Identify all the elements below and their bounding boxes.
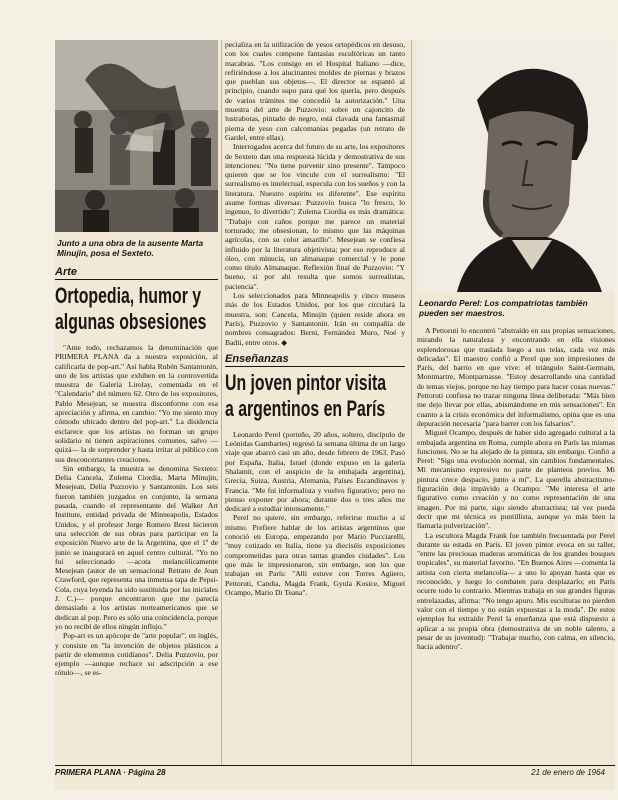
article-paragraph: Interrogados acerca del futuro de su arte, los expositores de Sexteto dan una respuesta lúcida y demostrativa de sus intenciones: "No tiene porvenir sino presente". Tampoco quieren que se los vincule con el surrealismo: "El surrealismo es intelectual, especula con los sueños y con la literatura. Nuestro espíritu es diferente". Ese espíritu asume formas diversas: Puzzovio busca "lo fresco, lo ingenuo, lo divertido"; Zulema Ciordia es más dramática: "Trabajo con caños porque me parece un material torturado; me obsesionan, lo mismo que las máquinas agrícolas, con su color amarillo". Mesejean se confiesa influido por la literatura objetivista; por eso reproduce al óleo, con minucia, un almanaque comercial y le pone como título Almanaque. Reflexión final de Puzzovio: "Y bueno, si por ahí resulta que somos surrealistas, paciencia". — [225, 142, 405, 291]
perel-portrait — [417, 40, 615, 292]
article-paragraph: Miguel Ocampo, después de haber sido agregado cultural a la embajada argentina en Roma, cumple ahora en París las mismas funciones. No se ha alejado de la pintura, sin embargo. Confió a Perel: "Sigo una evolución normal, sin cambios fundamentales. Mi mecanismo expresivo no parte de planteos previos. Mi pintura crece despacio, junto a mí". La querella abstractismo-figuración deja impávido a Ocampo: "Me interesa el arte figurativo como creación y no como representación de una imagen. Por mi parte, sigo siendo abstractista; tal vez pueda decir que mi técnica es puntillista, aunque yo más bien la llamaría pulverización". — [417, 428, 615, 531]
footer-date: 21 de enero de 1964 — [531, 768, 605, 777]
headline-line: Ortopedia, humor y — [55, 283, 202, 308]
photo-caption: Junto a una obra de la ausente Marta Minujin, posa el Sexteto. — [57, 238, 204, 258]
headline-line: Un joven pintor visita — [225, 369, 387, 395]
photo-caption: Leonardo Perel: Los compatriotas también pueden ser maestros. — [419, 298, 588, 318]
magazine-page — [55, 40, 615, 790]
article-paragraph: A Pettoruti lo encontró "abstraído en sus propias sensaciones, mirando la naturaleza y encontrando en ella visiones esplendorosas que traslada luego a sus telas, cada vez más delicadas". El maestro confió a Perel que son impresiones de París, del barrio en que vive: el triángulo Saint-Germain, Montmartre, Montparnasse. "Estoy desarrollando una cantidad de temas viejos, porque no hay tiempo para hacer cosas nuevas." Pettoruti confiesa no trazar ninguna línea deliberada: "Más bien me dejo llevar por ellas, abismándome en mis sensaciones". En cuanto a la crisis económica del informalismo, opina que es una depuración necesaria "para barrer con los falsarios". — [417, 326, 615, 428]
column-rule — [221, 40, 222, 766]
article-paragraph: pecializa en la utilización de yesos ortopédicos en desuso, con los cuales compone fantasías escultóricas un tanto macabras. "Los consigo en el Hospital Italiano —dice, refiriéndose a los alucinantes moldes de piernas y brazos que pueblan sus objetos—. El director se espantó al principio, cuando supo para qué los quería, pero después de varios trámites me concedió la autorización." Una muestra del arte de Puzzovio: sobre un cajoncito de lustrabotas, pintado de negro, está clavada una fantasmal pierna de yeso con calcomanías pegadas (un retrato de Gardel, entre ellas). — [225, 40, 405, 142]
article-paragraph: Pop-art es un apócope de "arte popular", en inglés, y consiste en "la invención de objetos plásticos a partir de elementos cotidianos". Delia Puzzovio, por ejemplo —aunque rechace su adscripción a ese rótulo—, se es- — [55, 631, 218, 678]
headline-arte — [55, 283, 207, 335]
article-paragraph: Perel no quiere, sin embargo, referirse mucho a sí mismo. Prefiere hablar de los artistas argentinos que conoció en Europa, empezando por Mario Pucciarelli, "muy cotizado en Italia, tiene ya dieciséis exposiciones comprometidas para otras tantas grandes ciudades". Los que más le impresionaron, sin embargo, son los que trabajan en París: "Allí estuve con Torres Agüero, Pettoruti, Candia, Magda Frank, Gyula Kosice, Miguel Ocampo, Mario Di Teana". — [225, 513, 405, 597]
article-paragraph: La escultora Magda Frank fue también frecuentada por Perel durante su estada en París. El joven pintor evoca en su taller, "entre las preciosas maderas aromáticas de los grandes bosques tropicales", su material favorito. "En Buenos Aires —comenta la artista con cierta melancolía— a uno lo apoyan hasta que es reconocido, y luego lo combaten para desplazarlo; en París ocurre todo lo contrario. Mientras trabaja en sus grandes figuras entrelazadas, afirma: "No tengo apuro. Mis esculturas no pierden valor con el tiempo y no están expuestas a la moda". De estos ejemplos ha extraído Perel la enseñanza que está dispuesto a aplicar a su propia obra (demostrativa de un noble talento, a pesar de su juventud): "Trabajar mucho, con calma, en silencio, hacia adentro". — [417, 530, 615, 652]
column-rule — [411, 40, 412, 766]
sexteto-photo — [55, 40, 218, 232]
headline-line: algunas obsesiones — [55, 309, 207, 334]
article-paragraph: Sin embargo, la muestra se denomina Sexteto: Delia Cancela, Zulema Ciordia, Marta Minujin, Mesejean, Delia Puzzovio y Santantonín. Los seis fueron también juzgados en conjunto, la semana pasada, cuando el representante del Walker Art Institute, entidad privada de Minneapolis, Estados Unidos, y el profesor Jorge Romero Brest hicieron una selección de sus obras para participar en la exposición Nuevo arte de la Argentina, que el 1º de junio se inaugurará en aquel centro cultural. "Yo no fui seleccionado —acota melancólicamente Mesejean (autor de un sensacional Retrato de Joan Crawford, que representa una inmensa tapa de Pepsi-Cola, cuya leyenda ha sido sustituida por las iniciales J. C.)— porque encontraron que me parecía demasiado a los artistas norteamericanos que se dedican al pop. Pero es sólo una coincidencia, porque yo no recibí de ellos ningún influjo." — [55, 463, 218, 631]
page-footer — [55, 765, 615, 782]
headline-line: a argentinos en París — [225, 395, 386, 421]
headline-ensenanzas — [225, 369, 387, 422]
section-label-ensenanzas: Enseñanzas — [225, 353, 405, 367]
right-column — [417, 40, 615, 758]
footer-publication: PRIMERA PLANA · Página 28 — [55, 768, 166, 777]
article-paragraph: "Ante todo, rechazamos la denominación que PRIMERA PLANA da a nuestra exposición, al calificarla de pop-art." Así habla Rubén Santantonín, uno de los artistas que exhiben en la controvertida muestra de Galería Lirolay, comentada en el "Calendario" del número 62. Otro de los expositores, Pablo Mesejean, se muestra disconforme con esa apreciación y afirma, en cambio: "Yo me siento muy cómodo ubicado dentro del pop-art." La disidencia esclarece que los artistas no forman un grupo solidario ni tienen aspiraciones comunes, salvo —quizá— la de sorprender y hasta irritar al público con sus desconcertantes creaciones. — [55, 343, 218, 464]
section-label-arte: Arte — [55, 266, 218, 280]
article-paragraph: Leonardo Perel (porteño, 20 años, soltero, discípulo de Leónidas Gambartes) regresó la semana última de un largo viaje que abarcó casi un año, desde febrero de 1963. Pasó por España, Italia, Israel (donde expuso en la galería Shalamit, con el auspicio de la embajada argentina), Grecia, Suiza, Austria, Alemania, Países Escandinavos y Francia. "Me fui informalista y vuelvo figurativo; pero no pienso exponer por ahora; durante dos o tres años me dedicaré a estudiar intensamente." — [225, 429, 405, 514]
middle-column — [225, 40, 405, 758]
article-paragraph: Los seleccionados para Minneapolis y cinco museos más de los Estados Unidos, por los que circulará la muestra, son: Cancela, Minujin (quien reside ahora en París), Puzzovio y Santantonín. Irán en compañía de nombres consagrados: Berni, Fernández Muro, Noé y Badii, entre otros. ◆ — [225, 291, 405, 347]
left-column — [55, 40, 218, 758]
